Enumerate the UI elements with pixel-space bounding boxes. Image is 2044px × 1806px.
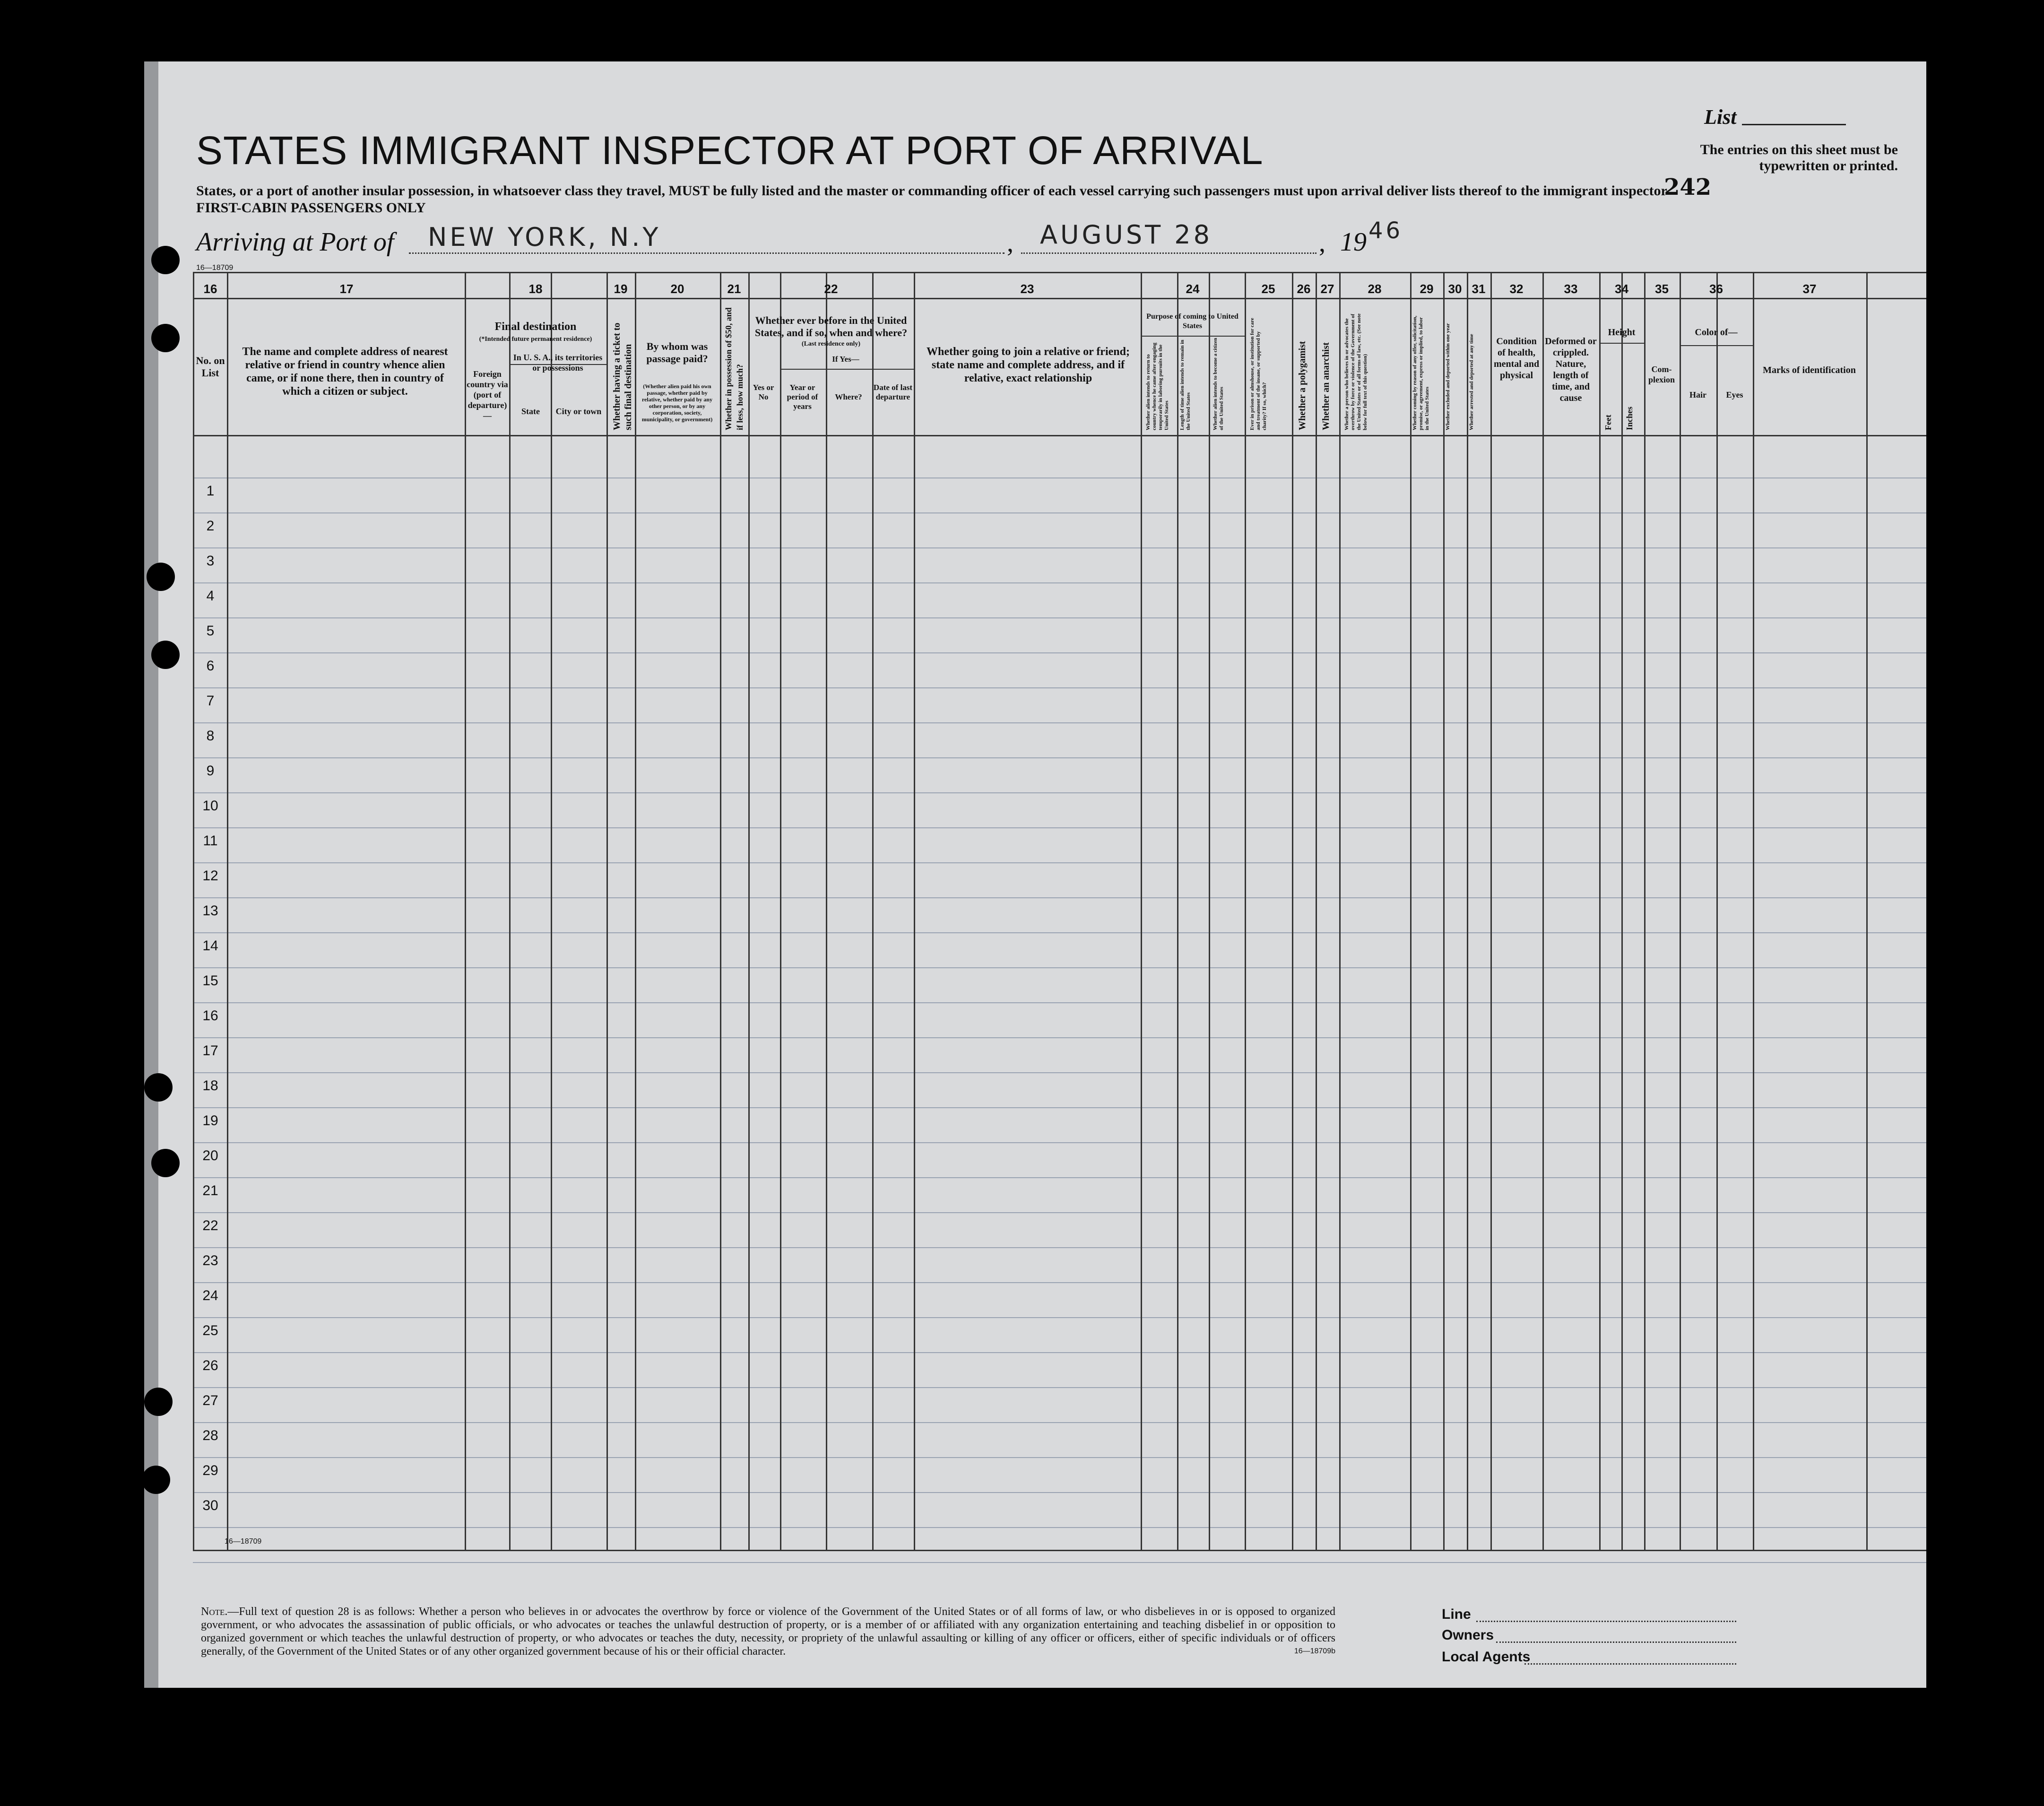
col-num-17: 17 xyxy=(339,282,354,296)
row-number: 28 xyxy=(202,1428,218,1443)
header-22-year: Year or period of years xyxy=(787,383,818,411)
row-number: 26 xyxy=(202,1358,218,1373)
row-rule xyxy=(193,1492,1926,1493)
header-18-usa: In U. S. A., its territories or possessions xyxy=(513,353,603,373)
header-18-state: State xyxy=(521,407,540,416)
header-33: Deformed or crippled. Nature, length of time, and cause xyxy=(1545,336,1597,403)
col-num-24: 24 xyxy=(1186,282,1200,296)
row-number: 7 xyxy=(206,693,215,709)
grid-bottom-line xyxy=(193,1550,1926,1551)
punch-hole xyxy=(142,1466,170,1494)
header-sep-line xyxy=(193,298,1926,299)
page-title: STATES IMMIGRANT INSPECTOR AT PORT OF ARRIVAL xyxy=(196,128,1264,173)
row-number: 25 xyxy=(202,1323,218,1338)
row-number: 14 xyxy=(202,938,218,954)
row-rule xyxy=(193,1282,1926,1283)
header-22-title: Whether ever before in the United States, and if so, when and where? xyxy=(754,314,908,339)
column-line xyxy=(1316,272,1317,1550)
row-number: 4 xyxy=(206,588,215,604)
header-18-foreign: Foreign country via (port of departure)— xyxy=(467,369,508,420)
row-number: 11 xyxy=(203,833,218,849)
header-30: Whether excluded and deported within one year xyxy=(1445,323,1451,430)
column-line xyxy=(1245,272,1246,1550)
header-20-title: By whom was passage paid? xyxy=(646,340,708,365)
manifest-grid xyxy=(125,61,1926,1688)
line-field xyxy=(1476,1621,1736,1622)
column-line xyxy=(1410,272,1412,1550)
header-24-b: Length of time alien intends to remain in the United States xyxy=(1179,339,1191,430)
column-line xyxy=(1621,272,1623,1550)
row-number: 29 xyxy=(202,1463,218,1478)
header-25: Ever in prison or almshouse, or institution for care and treatment of the insane, or supported by charity? If so, which? xyxy=(1249,318,1267,430)
row-number: 9 xyxy=(206,763,215,779)
col-num-32: 32 xyxy=(1509,282,1524,296)
header-23: Whether going to join a relative or friend; state name and complete address, and if relative, exact relationship xyxy=(927,346,1130,384)
column-line xyxy=(1680,272,1681,1550)
row-rule xyxy=(193,1247,1926,1248)
header-22-where: Where? xyxy=(835,392,862,401)
col-num-20: 20 xyxy=(670,282,684,296)
year-prefix: 19 xyxy=(1340,227,1367,257)
header-24-title: Purpose of coming to United States xyxy=(1146,313,1239,330)
subheader-line xyxy=(780,369,914,370)
header-18-note: (*Intended future permanent residence) xyxy=(479,336,592,343)
row-rule xyxy=(193,1562,1926,1563)
row-rule xyxy=(193,1317,1926,1318)
column-line xyxy=(1177,272,1178,1550)
header-32: Condition of health, mental and physical xyxy=(1493,336,1540,381)
subtitle-class: FIRST-CABIN PASSENGERS ONLY xyxy=(196,200,426,216)
header-17: The name and complete address of nearest relative or friend in country whence alien came, or if none there, then in country of which a citizen or subject. xyxy=(242,346,448,398)
row-rule xyxy=(193,512,1926,513)
header-28: Whether a person who believes in or advocates the overthrow by force or violence of the Government of the United States or of all forms of law, etc. (See note below for full text of this question) xyxy=(1344,313,1368,430)
column-line xyxy=(635,272,636,1550)
row-number: 12 xyxy=(202,868,218,884)
column-line xyxy=(1716,272,1718,1550)
col-num-23: 23 xyxy=(1020,282,1034,296)
column-line xyxy=(1467,272,1468,1550)
punch-hole xyxy=(144,1073,173,1102)
comma-2: , xyxy=(1319,228,1325,258)
row-rule xyxy=(193,652,1926,653)
form-number-top: 16—18709 xyxy=(196,264,234,272)
row-rule xyxy=(193,792,1926,793)
col-num-34: 34 xyxy=(1615,282,1628,296)
row-number: 23 xyxy=(202,1253,218,1268)
date-value: AUGUST 28 xyxy=(1040,220,1213,250)
column-line xyxy=(1542,272,1544,1550)
column-line xyxy=(465,272,466,1550)
header-24-c: Whether alien intends to become a citizen of the United States xyxy=(1213,338,1224,430)
subtitle-line: States, or a port of another insular possession, in whatsoever class they travel, MUST be fully listed and the master or commanding officer of each vessel carrying such passengers must upon arrival deliver lists thereof to the immigrant inspector xyxy=(196,183,1667,199)
footnote-text: —Full text of question 28 is as follows: Whether a person who believes in or advocates the overthrow by force or violence of the Government of the United States or of all forms of law, or who disbelieves in or is opposed to organized government, or who advocates the assassination of public officials, or who advocates or teaches the unlawful destruction of property, or is a member of or affiliated with any organization entertaining and teaching disbelief in or opposition to organized government or which teaches the unlawful destruction of property, or who advocates or teaches the duty, necessity, or propriety of the unlawful assaulting or killing of any officer or officers, either of specific individuals or of officers generally, of the Government of the United States or of any other organized government because of his or their official character. xyxy=(201,1606,1335,1658)
grid-top-line xyxy=(193,272,1926,273)
column-line xyxy=(748,272,750,1550)
row-number: 1 xyxy=(206,483,215,499)
header-20-note: (Whether alien paid his own passage, whether paid by relative, whether paid by any other person, or by any corporation, society, municipality, or government) xyxy=(641,383,713,423)
column-line xyxy=(227,272,228,1550)
column-line xyxy=(1443,272,1445,1550)
entries-note: The entries on this sheet must be typewritten or printed. xyxy=(1700,142,1898,174)
column-line xyxy=(1141,272,1142,1550)
row-number: 15 xyxy=(202,973,218,989)
column-line xyxy=(606,272,608,1550)
arriving-label: Arriving at Port of xyxy=(196,227,394,257)
col-num-19: 19 xyxy=(614,282,628,296)
column-line xyxy=(1339,272,1341,1550)
row-rule xyxy=(193,1177,1926,1178)
row-number: 10 xyxy=(202,798,218,814)
year-suffix: 46 xyxy=(1368,217,1403,244)
row-rule xyxy=(193,827,1926,828)
column-line xyxy=(914,272,915,1550)
column-line xyxy=(720,272,721,1550)
column-line xyxy=(551,272,552,1550)
header-36-eyes: Eyes xyxy=(1726,390,1743,399)
row-rule xyxy=(193,1422,1926,1423)
col-num-30: 30 xyxy=(1448,282,1462,296)
row-rule xyxy=(193,1352,1926,1353)
header-35: Com-plexion xyxy=(1648,365,1675,384)
header-36-hair: Hair xyxy=(1689,390,1706,399)
header-37: Marks of identification xyxy=(1763,365,1856,375)
punch-hole xyxy=(151,1149,180,1177)
row-rule xyxy=(193,757,1926,758)
col-num-37: 37 xyxy=(1802,282,1817,296)
row-rule xyxy=(193,1387,1926,1388)
form-number-bottom: 16—18709 xyxy=(225,1537,262,1546)
col-num-36: 36 xyxy=(1709,282,1723,296)
column-line xyxy=(1753,272,1754,1550)
row-rule xyxy=(193,1457,1926,1458)
row-number: 19 xyxy=(202,1113,218,1129)
row-rule xyxy=(193,617,1926,618)
row-rule xyxy=(193,1072,1926,1073)
column-line xyxy=(1490,272,1492,1550)
column-line xyxy=(1209,272,1210,1550)
column-line xyxy=(509,272,511,1550)
row-rule xyxy=(193,897,1926,898)
sheet-number: 242 xyxy=(1664,174,1712,200)
header-27: Whether an anarchist xyxy=(1321,342,1331,430)
col-num-22: 22 xyxy=(824,282,838,296)
header-26: Whether a polygamist xyxy=(1297,341,1308,430)
row-number: 20 xyxy=(202,1148,218,1163)
row-number: 18 xyxy=(202,1078,218,1094)
row-rule xyxy=(193,547,1926,548)
owners-field xyxy=(1496,1641,1736,1643)
row-rule xyxy=(193,1107,1926,1108)
row-rule xyxy=(193,862,1926,863)
row-number: 2 xyxy=(206,518,215,534)
owners-label: Owners xyxy=(1442,1627,1494,1643)
header-36-title: Color of— xyxy=(1695,327,1738,338)
row-number: 21 xyxy=(202,1183,218,1198)
row-rule xyxy=(193,1212,1926,1213)
col-num-18: 18 xyxy=(528,282,543,296)
col-num-16: 16 xyxy=(203,282,217,296)
header-18-title: Final destination xyxy=(494,321,577,333)
comma: , xyxy=(1007,228,1013,258)
row-number: 16 xyxy=(202,1008,218,1024)
subheader-line xyxy=(1599,343,1644,344)
column-line xyxy=(872,272,874,1550)
row-rule xyxy=(193,687,1926,688)
row-number: 17 xyxy=(202,1043,218,1059)
header-22-ifyes: If Yes— xyxy=(832,355,859,364)
manifest-sheet xyxy=(125,61,1926,1688)
footnote-label: Note. xyxy=(201,1606,228,1618)
col-num-33: 33 xyxy=(1564,282,1578,296)
footnote-form-number: 16—18709b xyxy=(1294,1647,1335,1655)
header-34-feet: Feet xyxy=(1603,415,1613,430)
col-num-27: 27 xyxy=(1320,282,1334,296)
footnote xyxy=(201,1605,1335,1658)
column-line xyxy=(1644,272,1646,1550)
column-line xyxy=(1292,272,1293,1550)
port-value: NEW YORK, N.Y xyxy=(428,222,661,252)
row-rule xyxy=(193,722,1926,723)
col-num-21: 21 xyxy=(727,282,741,296)
col-num-26: 26 xyxy=(1297,282,1311,296)
row-number: 30 xyxy=(202,1498,218,1513)
col-num-35: 35 xyxy=(1655,282,1669,296)
column-line xyxy=(1599,272,1601,1550)
row-rule xyxy=(193,967,1926,968)
header-31: Whether arrested and deported at any time xyxy=(1469,334,1474,430)
punch-hole xyxy=(144,1388,173,1416)
header-bottom-line xyxy=(193,435,1926,436)
header-34-title: Height xyxy=(1608,327,1636,338)
row-rule xyxy=(193,1142,1926,1143)
line-label: Line xyxy=(1442,1606,1471,1622)
row-number: 27 xyxy=(202,1393,218,1408)
row-number: 24 xyxy=(202,1288,218,1303)
col-num-31: 31 xyxy=(1472,282,1486,296)
column-line xyxy=(1866,272,1868,1550)
header-34-inches: Inches xyxy=(1625,406,1634,430)
row-number: 22 xyxy=(202,1218,218,1233)
header-21: Whether in possession of $50, and if less, how much? xyxy=(724,307,745,430)
list-label: List xyxy=(1704,105,1737,129)
header-22-yesno: Yes or No xyxy=(753,383,774,401)
agents-field xyxy=(1524,1663,1736,1665)
row-number: 13 xyxy=(202,903,218,919)
punch-hole xyxy=(151,641,180,669)
subheader-line xyxy=(1680,345,1753,346)
header-24-a: Whether alien intends to return to country whence he came after engaging temporarily in laboring pursuits in the United States xyxy=(1145,342,1169,430)
header-16: No. on List xyxy=(196,355,225,379)
header-19: Whether having a ticket to such final destination xyxy=(612,322,633,430)
row-number: 3 xyxy=(206,553,215,569)
row-rule xyxy=(193,1037,1926,1038)
row-rule xyxy=(193,1002,1926,1003)
header-29: Whether coming by reason of any offer, solicitation, promise, or agreement, express or implied, to labor in the United States xyxy=(1412,315,1430,430)
row-number: 5 xyxy=(206,623,215,639)
header-22-note: (Last residence only) xyxy=(801,340,861,347)
column-line xyxy=(826,272,827,1550)
agents-label: Local Agents xyxy=(1442,1649,1531,1665)
header-18-city: City or town xyxy=(555,407,602,416)
punch-hole xyxy=(151,324,180,352)
punch-hole xyxy=(147,563,175,591)
column-line xyxy=(780,272,781,1550)
row-rule xyxy=(193,582,1926,583)
row-rule xyxy=(193,1527,1926,1528)
col-num-29: 29 xyxy=(1420,282,1434,296)
col-num-25: 25 xyxy=(1261,282,1275,296)
punch-hole xyxy=(151,246,180,274)
header-22-date: Date of last departure xyxy=(873,383,913,401)
row-number: 8 xyxy=(206,728,215,744)
row-number: 6 xyxy=(206,658,215,674)
row-rule xyxy=(193,932,1926,933)
col-num-28: 28 xyxy=(1368,282,1382,296)
